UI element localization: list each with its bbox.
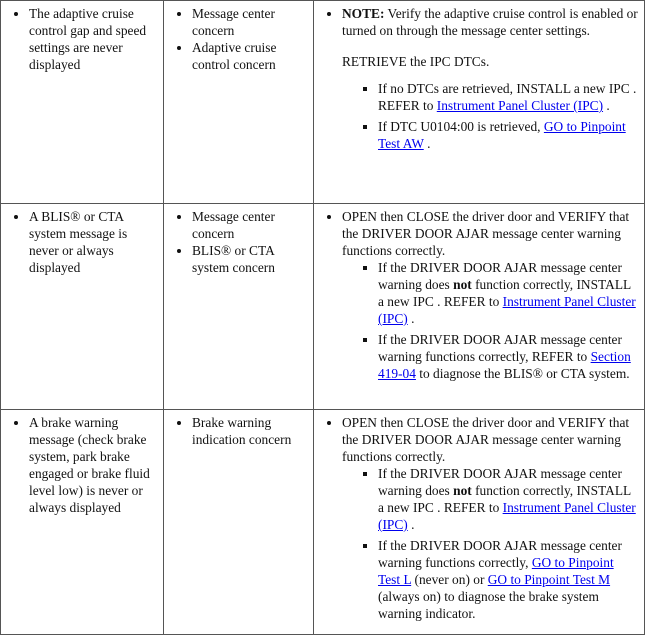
sub-action-text: If the DRIVER DOOR AJAR message center warning does (378, 260, 622, 292)
action-text: OPEN then CLOSE the driver door and VERIFY that the DRIVER DOOR AJAR message center warning functions correctly. (342, 415, 630, 464)
sub-action-item (378, 331, 638, 382)
sub-action-text: . (603, 98, 610, 113)
pinpoint-test-m-link[interactable]: GO to Pinpoint Test M (487, 572, 611, 587)
symptom-text: • The adaptive cruise control gap and speed settings are never displayed (29, 5, 157, 73)
sub-action-item (378, 537, 638, 622)
sub-action-item (378, 80, 638, 114)
sub-action-text: If no DTCs are retrieved, INSTALL a new IPC . REFER to (378, 81, 637, 113)
cause-cell (164, 410, 314, 635)
pinpoint-test-aw-link[interactable]: GO to Pinpoint Test AW (378, 119, 626, 151)
cause-item: • Brake warning indication concern (192, 414, 307, 448)
symptom-cell (1, 1, 164, 204)
sub-action-item (378, 259, 638, 327)
cause-item: • BLIS® or CTA system concern (192, 242, 307, 276)
action-cell (314, 1, 645, 204)
action-item (342, 414, 638, 622)
sub-action-text: If DTC U0104:00 is retrieved, (378, 119, 544, 134)
ipc-link[interactable]: Instrument Panel Cluster (IPC) (436, 98, 604, 113)
note-text: Verify the adaptive cruise control is enabled or turned on through the message center settings. (342, 6, 638, 38)
sub-action-text: If the DRIVER DOOR AJAR message center warning functions correctly, (378, 538, 622, 570)
table-row (1, 1, 645, 204)
sub-action-text: function correctly, INSTALL a new IPC . REFER to (378, 483, 631, 515)
table-row (1, 204, 645, 410)
action-text: OPEN then CLOSE the driver door and VERIFY that the DRIVER DOOR AJAR message center warning functions correctly. (342, 209, 630, 258)
sub-action-text: (always on) to diagnose the brake system warning indicator. (378, 589, 599, 621)
sub-action-item (378, 465, 638, 533)
emphasis-text: not (453, 277, 472, 292)
action-cell (314, 410, 645, 635)
sub-action-text: If the DRIVER DOOR AJAR message center warning functions correctly, REFER to (378, 332, 622, 364)
ipc-link[interactable]: Instrument Panel Cluster (IPC) (378, 294, 636, 326)
sub-action-text: . (407, 517, 415, 532)
ipc-link[interactable]: Instrument Panel Cluster (IPC) (378, 500, 636, 532)
emphasis-text: not (453, 483, 472, 498)
cause-item: • Adaptive cruise control concern (192, 39, 307, 73)
sub-action-text: . (407, 311, 415, 326)
sub-action-text: function correctly, INSTALL a new IPC . REFER to (378, 277, 631, 309)
sub-action-text: to diagnose the BLIS® or CTA system. (415, 366, 630, 381)
section-419-04-link[interactable]: Section 419-04 (378, 349, 631, 381)
sub-action-text: If the DRIVER DOOR AJAR message center warning does (378, 466, 622, 498)
symptom-cell (1, 204, 164, 410)
symptom-text: • A brake warning message (check brake system, park brake engaged or brake fluid level low) is never or always displayed (29, 414, 157, 516)
sub-action-text: (never on) or (411, 572, 488, 587)
retrieve-text: RETRIEVE the IPC DTCs. (342, 54, 490, 69)
table-row (1, 410, 645, 635)
note-label: NOTE: (342, 6, 385, 21)
symptom-cell (1, 410, 164, 635)
pinpoint-test-l-link[interactable]: GO to Pinpoint Test L (378, 555, 614, 587)
action-cell (314, 204, 645, 410)
cause-cell (164, 204, 314, 410)
cause-cell (164, 1, 314, 204)
sub-action-text: . (423, 136, 431, 151)
action-item (342, 208, 638, 382)
symptom-text: • A BLIS® or CTA system message is never or always displayed (29, 208, 157, 276)
cause-item: • Message center concern (192, 5, 307, 39)
action-item (342, 5, 638, 152)
sub-action-item (378, 118, 638, 152)
cause-item: • Message center concern (192, 208, 307, 242)
